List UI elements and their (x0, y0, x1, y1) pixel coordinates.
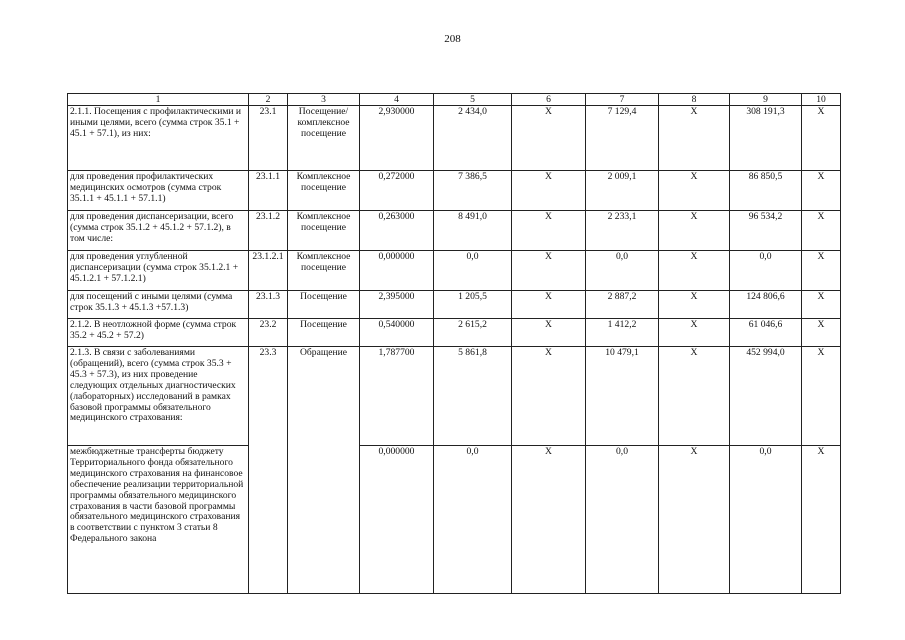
cell-col9: 124 806,6 (730, 291, 802, 319)
cell-col7: 2 887,2 (586, 291, 659, 319)
cell-col6: X (512, 347, 586, 446)
cell-col7: 10 479,1 (586, 347, 659, 446)
column-header: 7 (586, 94, 659, 106)
cell-col4: 0,263000 (360, 211, 434, 251)
cell-col6: X (512, 251, 586, 291)
cell-col5: 0,0 (434, 446, 512, 594)
cell-col9: 452 994,0 (730, 347, 802, 446)
column-header: 6 (512, 94, 586, 106)
row-name: 2.1.1. Посещения с профилактическими и иными целями, всего (сумма строк 35.1 + 45.1 + 57.1), из них: (68, 106, 249, 171)
table-row (68, 446, 841, 594)
cell-col4: 2,395000 (360, 291, 434, 319)
cell-col6: X (512, 211, 586, 251)
row-code: 23.3 (249, 347, 288, 594)
cell-col10: X (802, 319, 841, 347)
page-number: 208 (444, 33, 461, 45)
row-name: для проведения диспансеризации, всего (сумма строк 35.1.2 + 45.1.2 + 57.1.2), в том числе: (68, 211, 249, 251)
data-table (67, 93, 841, 594)
column-header: 5 (434, 94, 512, 106)
row-name: для проведения углубленной диспансеризации (сумма строк 35.1.2.1 + 45.1.2.1 + 57.1.2.1) (68, 251, 249, 291)
cell-col9: 0,0 (730, 251, 802, 291)
cell-col7: 0,0 (586, 251, 659, 291)
cell-col7: 2 233,1 (586, 211, 659, 251)
cell-col5: 7 386,5 (434, 171, 512, 211)
column-header: 8 (659, 94, 730, 106)
row-unit: Комплексное посещение (288, 211, 360, 251)
row-unit: Обращение (288, 347, 360, 594)
cell-col8: X (659, 106, 730, 171)
cell-col5: 0,0 (434, 251, 512, 291)
column-header: 4 (360, 94, 434, 106)
cell-col8: X (659, 319, 730, 347)
row-code: 23.1.2 (249, 211, 288, 251)
cell-col6: X (512, 319, 586, 347)
cell-col8: X (659, 171, 730, 211)
cell-col5: 2 434,0 (434, 106, 512, 171)
cell-col4: 0,000000 (360, 446, 434, 594)
row-unit: Посещение/ комплексное посещение (288, 106, 360, 171)
table-row (68, 319, 841, 347)
row-unit: Посещение (288, 291, 360, 319)
cell-col10: X (802, 291, 841, 319)
cell-col9: 61 046,6 (730, 319, 802, 347)
cell-col9: 86 850,5 (730, 171, 802, 211)
column-header: 10 (802, 94, 841, 106)
cell-col9: 0,0 (730, 446, 802, 594)
cell-col10: X (802, 446, 841, 594)
cell-col7: 1 412,2 (586, 319, 659, 347)
row-code: 23.1.1 (249, 171, 288, 211)
cell-col5: 1 205,5 (434, 291, 512, 319)
cell-col7: 7 129,4 (586, 106, 659, 171)
cell-col7: 2 009,1 (586, 171, 659, 211)
table-row (68, 211, 841, 251)
row-name: для проведения профилактических медицинских осмотров (сумма строк 35.1.1 + 45.1.1 + 57.1.1) (68, 171, 249, 211)
cell-col10: X (802, 171, 841, 211)
row-name: 2.1.3. В связи с заболеваниями (обращений), всего (сумма строк 35.3 + 45.3 + 57.3), из них проведение следующих отдельных диагностических (лабораторных) исследований в рамках базовой программы обязательного медицинского страхования: (68, 347, 249, 446)
cell-col6: X (512, 446, 586, 594)
table-row (68, 347, 841, 446)
cell-col6: X (512, 171, 586, 211)
cell-col4: 0,000000 (360, 251, 434, 291)
row-code: 23.1.2.1 (249, 251, 288, 291)
row-unit: Комплексное посещение (288, 251, 360, 291)
cell-col8: X (659, 446, 730, 594)
row-unit: Посещение (288, 319, 360, 347)
table-row (68, 171, 841, 211)
header-row (68, 94, 841, 106)
table-row (68, 251, 841, 291)
cell-col8: X (659, 347, 730, 446)
cell-col6: X (512, 291, 586, 319)
cell-col8: X (659, 211, 730, 251)
cell-col4: 2,930000 (360, 106, 434, 171)
cell-col10: X (802, 347, 841, 446)
row-name: для посещений с иными целями (сумма строк 35.1.3 + 45.1.3 +57.1.3) (68, 291, 249, 319)
row-code: 23.1 (249, 106, 288, 171)
cell-col10: X (802, 106, 841, 171)
cell-col10: X (802, 211, 841, 251)
column-header: 3 (288, 94, 360, 106)
cell-col5: 5 861,8 (434, 347, 512, 446)
row-unit: Комплексное посещение (288, 171, 360, 211)
row-name: межбюджетные трансферты бюджету Территориального фонда обязательного медицинского страхования на финансовое обеспечение реализации территориальной программы обязательного медицинского страхования в части базовой программы обязательного медицинского страхования в соответствии с пунктом 3 статьи 8 Федерального закона (68, 446, 249, 594)
cell-col8: X (659, 251, 730, 291)
column-header: 9 (730, 94, 802, 106)
cell-col5: 2 615,2 (434, 319, 512, 347)
row-code: 23.1.3 (249, 291, 288, 319)
table-row (68, 291, 841, 319)
column-header: 1 (68, 94, 249, 106)
row-code: 23.2 (249, 319, 288, 347)
cell-col4: 0,272000 (360, 171, 434, 211)
cell-col8: X (659, 291, 730, 319)
cell-col10: X (802, 251, 841, 291)
cell-col4: 0,540000 (360, 319, 434, 347)
cell-col6: X (512, 106, 586, 171)
row-name: 2.1.2. В неотложной форме (сумма строк 35.2 + 45.2 + 57.2) (68, 319, 249, 347)
column-header: 2 (249, 94, 288, 106)
cell-col9: 308 191,3 (730, 106, 802, 171)
table-row (68, 106, 841, 171)
cell-col9: 96 534,2 (730, 211, 802, 251)
cell-col4: 1,787700 (360, 347, 434, 446)
cell-col5: 8 491,0 (434, 211, 512, 251)
cell-col7: 0,0 (586, 446, 659, 594)
